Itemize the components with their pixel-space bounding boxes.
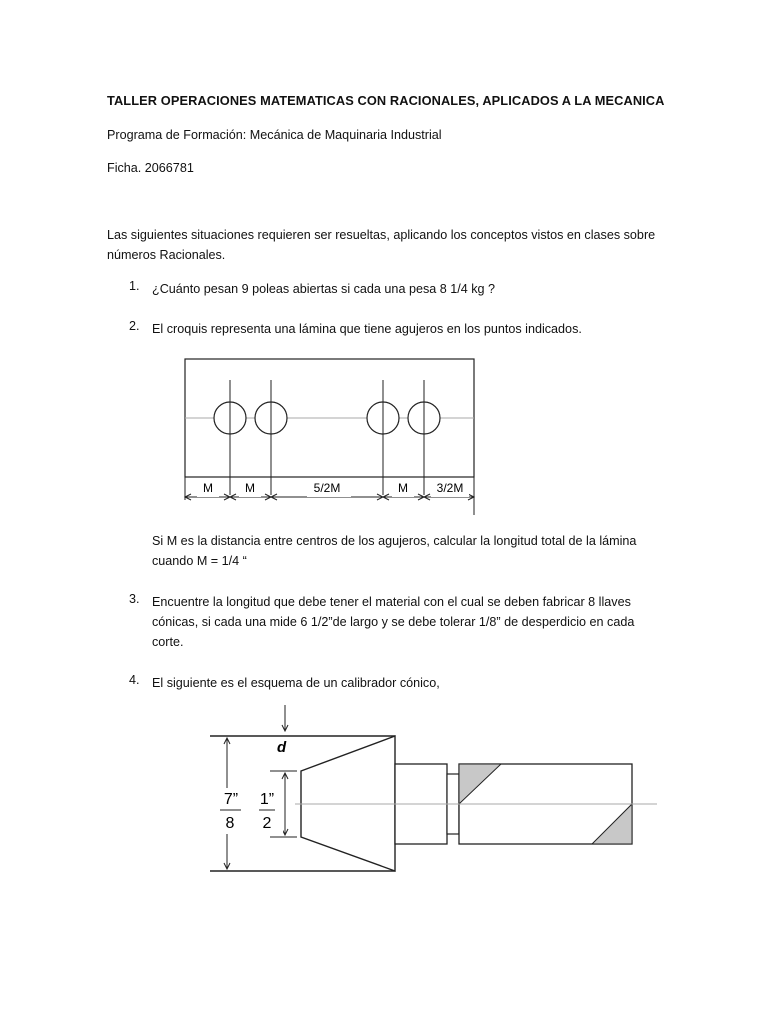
- question-3-number: 3.: [129, 592, 140, 606]
- question-3-line-1: Encuentre la longitud que debe tener el material con el cual se deben fabricar 8 llaves: [152, 595, 631, 609]
- conical-gauge-diagram: [205, 700, 665, 885]
- question-1-text: ¿Cuánto pesan 9 poleas abiertas si cada una pesa 8 1/4 kg ?: [152, 282, 496, 296]
- question-4-text: El siguiente es el esquema de un calibrador cónico,: [152, 676, 440, 690]
- outer-dim-numerator: 7”: [223, 791, 239, 808]
- plate-diagram: [175, 355, 495, 525]
- ficha-line: Ficha. 2066781: [107, 161, 194, 175]
- intro-paragraph: Las siguientes situaciones requieren ser resueltas, aplicando los conceptos vistos en clases sobre números Racionales.: [107, 228, 656, 262]
- dim-label-3: 5/2M: [313, 481, 341, 495]
- question-3-line-3: corte.: [152, 635, 184, 649]
- dim-label-4: M: [398, 481, 408, 495]
- question-2-number: 2.: [129, 319, 140, 333]
- question-1-number: 1.: [129, 279, 140, 293]
- question-4-number: 4.: [129, 673, 140, 687]
- dim-label-1: M: [203, 481, 213, 495]
- d-label: d: [277, 739, 287, 756]
- question-2-text: El croquis representa una lámina que tiene agujeros en los puntos indicados.: [152, 322, 582, 336]
- program-line: Programa de Formación: Mecánica de Maquinaria Industrial: [107, 128, 442, 142]
- inner-dim-denominator: 2: [262, 815, 272, 832]
- question-3-line-2: cónicas, si cada una mide 6 1/2”de largo y se debe tolerar 1/8” de desperdicio en cada: [152, 615, 635, 629]
- outer-dim-denominator: 8: [225, 815, 235, 832]
- inner-dim-numerator: 1”: [259, 791, 275, 808]
- question-2-note-line-2: cuando M = 1/4 “: [152, 554, 247, 568]
- dim-label-5: 3/2M: [436, 481, 464, 495]
- question-2-note-line-1: Si M es la distancia entre centros de los agujeros, calcular la longitud total de la lámina: [152, 534, 637, 548]
- dim-label-2: M: [245, 481, 255, 495]
- document-title: TALLER OPERACIONES MATEMATICAS CON RACIONALES, APLICADOS A LA MECANICA: [107, 93, 665, 108]
